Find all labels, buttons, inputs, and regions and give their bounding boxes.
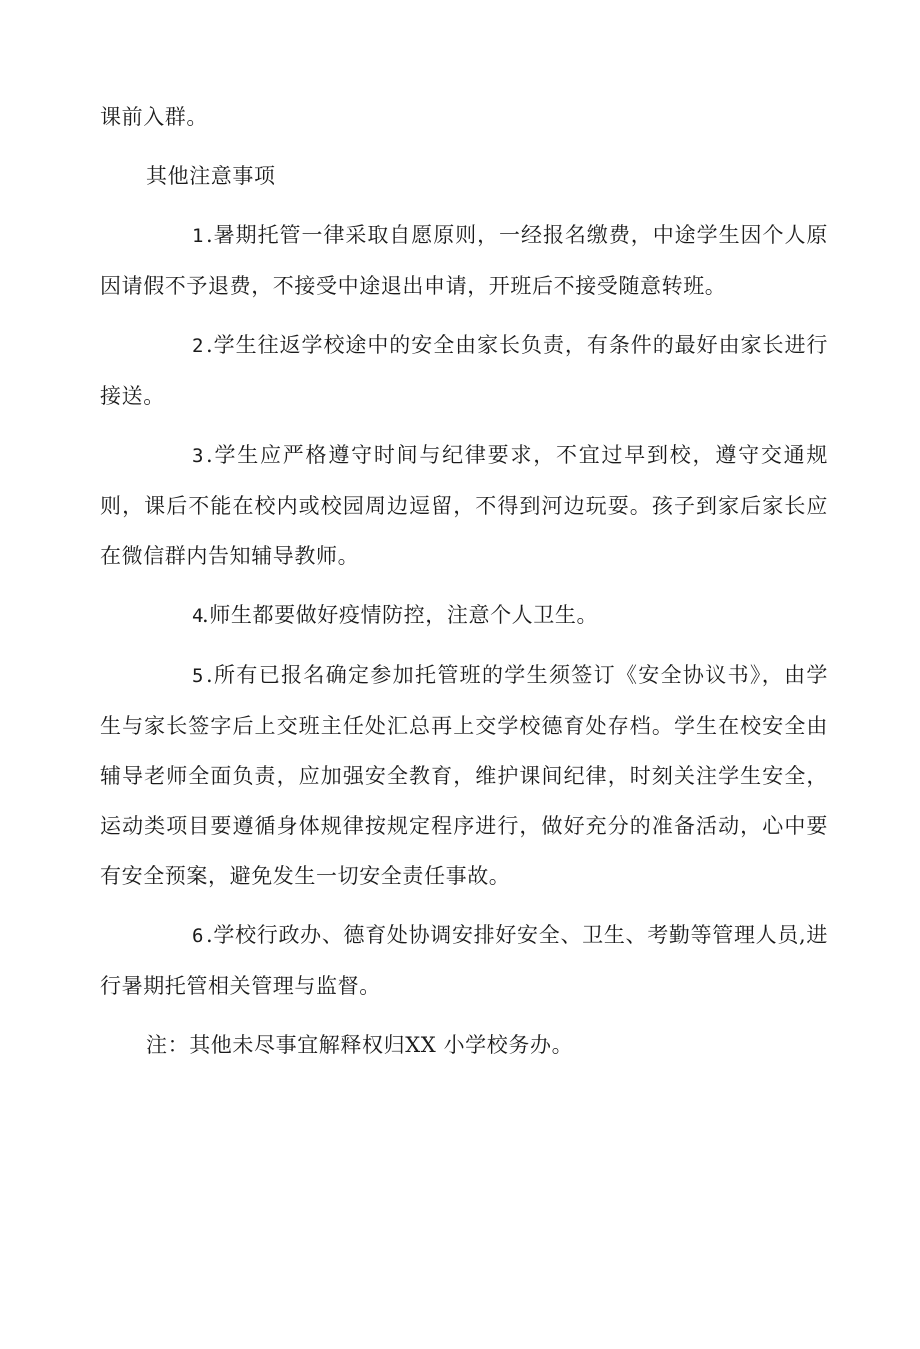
item-number: 6 — [192, 925, 205, 947]
list-item — [100, 910, 828, 1011]
list-item — [100, 650, 828, 901]
list-item — [100, 320, 828, 421]
item-number: 5 — [192, 665, 205, 687]
item-number: 1 — [192, 225, 205, 247]
continuation-text: 课前入群。 — [100, 105, 208, 129]
note-text: 注：其他未尽事宜解释权归XX 小学校务办。 — [146, 1033, 574, 1057]
document-body — [100, 92, 828, 1070]
item-text: .学校行政办、德育处协调安排好安全、卫生、考勤等管理人员,进行暑期托管相关管理与监督。 — [100, 923, 828, 998]
item-text: .学生往返学校途中的安全由家长负责，有条件的最好由家长进行接送。 — [100, 333, 828, 408]
section-title: 其他注意事项 — [146, 164, 276, 188]
item-text: .师生都要做好疫情防控，注意个人卫生。 — [202, 603, 599, 627]
item-text: .学生应严格遵守时间与纪律要求，不宜过早到校，遵守交通规则，课后不能在校内或校园周边逗留，不得到河边玩耍。孩子到家后家长应在微信群内告知辅导教师。 — [100, 443, 828, 568]
list-item — [100, 590, 828, 641]
item-number: 2 — [192, 335, 205, 357]
item-text: .所有已报名确定参加托管班的学生须签订《安全协议书》，由学生与家长签字后上交班主任处汇总再上交学校德育处存档。学生在校安全由辅导老师全面负责，应加强安全教育，维护课间纪律，时刻关注学生安全，运动类项目要遵循身体规律按规定程序进行，做好充分的准备活动，心中要有安全预案，避免发生一切安全责任事故。 — [100, 663, 828, 888]
item-number: 4 — [192, 605, 205, 627]
item-number: 3 — [192, 445, 205, 467]
list-item — [100, 430, 828, 581]
item-text: .暑期托管一律采取自愿原则，一经报名缴费，中途学生因个人原因请假不予退费，不接受中途退出申请，开班后不接受随意转班。 — [100, 223, 828, 298]
list-item — [100, 210, 828, 311]
